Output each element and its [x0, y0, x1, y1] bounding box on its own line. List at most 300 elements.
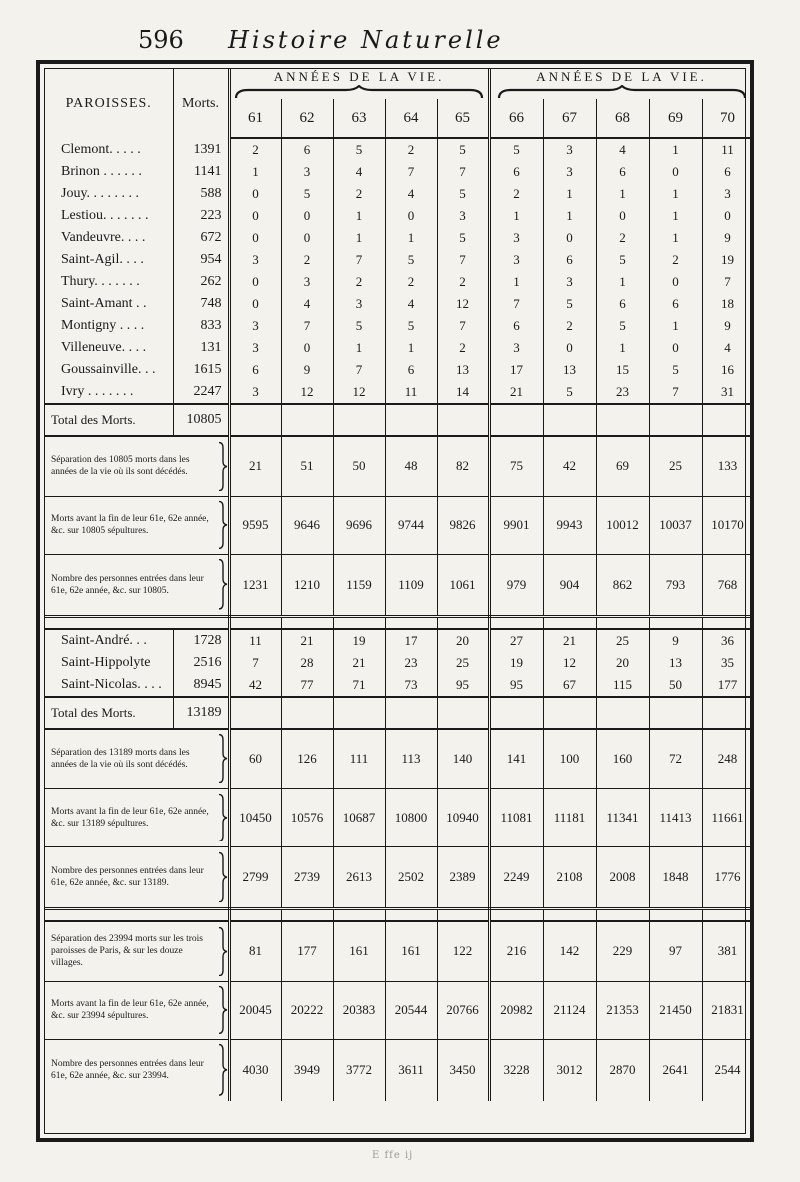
summary-label-cell	[45, 921, 229, 981]
summary-value: 9595	[229, 496, 281, 554]
year-count: 9	[281, 359, 333, 381]
year-count: 4	[333, 161, 385, 183]
summary-label-cell	[45, 554, 229, 616]
year-count: 14	[437, 381, 489, 404]
year-count: 3	[229, 337, 281, 359]
empty-cell	[385, 404, 437, 436]
empty-cell	[489, 404, 543, 436]
summary-value: 25	[649, 436, 702, 496]
year-count: 5	[281, 183, 333, 205]
year-count: 9	[649, 629, 702, 652]
header-annees-left	[229, 69, 489, 99]
year-count: 4	[596, 138, 649, 161]
year-count: 1	[649, 183, 702, 205]
divider-cell	[385, 909, 437, 922]
year-count: 5	[437, 183, 489, 205]
year-count: 2	[229, 138, 281, 161]
year-count: 5	[333, 138, 385, 161]
parish-deaths: 1141	[173, 161, 229, 183]
year-count: 3	[229, 315, 281, 337]
year-count: 0	[229, 293, 281, 315]
year-count: 7	[649, 381, 702, 404]
divider-cell	[649, 616, 702, 629]
year-count: 0	[543, 227, 596, 249]
year-header: 66	[489, 99, 543, 138]
summary-value: 3772	[333, 1039, 385, 1101]
year-count: 0	[229, 271, 281, 293]
summary-row-nombre	[45, 554, 753, 616]
year-count: 2	[489, 183, 543, 205]
year-count: 12	[437, 293, 489, 315]
year-count: 6	[702, 161, 753, 183]
year-count: 28	[281, 652, 333, 674]
year-count: 7	[437, 161, 489, 183]
summary-label-cell	[45, 436, 229, 496]
year-count: 3	[229, 249, 281, 271]
summary-label: Séparation des 10805 morts dans les années de la vie où ils sont décédés.	[51, 455, 190, 478]
summary-value: 381	[702, 921, 753, 981]
summary-value: 20045	[229, 981, 281, 1039]
year-count: 31	[702, 381, 753, 404]
year-header: 68	[596, 99, 649, 138]
summary-value: 10800	[385, 789, 437, 847]
summary-value: 2108	[543, 847, 596, 909]
parish-deaths: 262	[173, 271, 229, 293]
divider-cell	[281, 616, 333, 629]
parish-deaths: 2516	[173, 652, 229, 674]
year-count: 7	[702, 271, 753, 293]
summary-row-morts-avant	[45, 789, 753, 847]
year-count: 73	[385, 674, 437, 697]
parish-deaths: 833	[173, 315, 229, 337]
year-count: 1	[489, 271, 543, 293]
year-count: 5	[543, 381, 596, 404]
parish-row	[45, 629, 753, 652]
summary-label: Nombre des personnes entrées dans leur 61e, 62e année, &c. sur 13189.	[51, 866, 204, 888]
brace-icon	[218, 501, 228, 549]
year-count: 5	[385, 315, 437, 337]
summary-value: 2008	[596, 847, 649, 909]
year-count: 3	[543, 138, 596, 161]
summary-value: 11181	[543, 789, 596, 847]
library-stamp: E ffe ij	[372, 1150, 414, 1161]
year-count: 95	[437, 674, 489, 697]
summary-value: 1109	[385, 554, 437, 616]
summary-row-morts-avant	[45, 981, 753, 1039]
year-count: 77	[281, 674, 333, 697]
summary-label: Séparation des 13189 morts dans les années de la vie où ils sont décédés.	[51, 747, 190, 770]
divider-cell	[45, 616, 229, 629]
summary-row-nombre	[45, 847, 753, 909]
summary-value: 82	[437, 436, 489, 496]
summary-value: 2613	[333, 847, 385, 909]
summary-value: 60	[229, 729, 281, 789]
summary-value: 11661	[702, 789, 753, 847]
parish-deaths: 2247	[173, 381, 229, 404]
year-count: 2	[437, 337, 489, 359]
brace-icon	[218, 442, 228, 491]
summary-value: 3228	[489, 1039, 543, 1101]
parish-name: Saint-André. . .	[45, 629, 173, 652]
year-count: 42	[229, 674, 281, 697]
year-count: 1	[649, 315, 702, 337]
summary-value: 229	[596, 921, 649, 981]
summary-value: 69	[596, 436, 649, 496]
year-count: 21	[281, 629, 333, 652]
empty-cell	[229, 697, 281, 729]
year-count: 16	[702, 359, 753, 381]
summary-value: 2641	[649, 1039, 702, 1101]
parish-row	[45, 337, 753, 359]
year-count: 1	[385, 337, 437, 359]
brace-icon	[218, 559, 228, 609]
year-count: 3	[702, 183, 753, 205]
year-count: 4	[281, 293, 333, 315]
summary-value: 21450	[649, 981, 702, 1039]
summary-row-separation	[45, 921, 753, 981]
parish-name: Villeneuve. . . .	[45, 337, 173, 359]
summary-value: 10037	[649, 496, 702, 554]
year-count: 3	[543, 161, 596, 183]
year-count: 0	[229, 227, 281, 249]
summary-value: 1159	[333, 554, 385, 616]
summary-row-separation	[45, 436, 753, 496]
parish-name: Saint-Agil. . . .	[45, 249, 173, 271]
total-label: Total des Morts.	[45, 697, 173, 729]
summary-value: 113	[385, 729, 437, 789]
summary-value: 3611	[385, 1039, 437, 1101]
year-count: 7	[437, 315, 489, 337]
parish-deaths: 672	[173, 227, 229, 249]
year-header: 65	[437, 99, 489, 138]
parish-name: Vandeuvre. . . .	[45, 227, 173, 249]
summary-value: 1848	[649, 847, 702, 909]
brace-right-icon	[497, 85, 747, 99]
year-count: 7	[333, 249, 385, 271]
year-count: 1	[649, 227, 702, 249]
year-count: 2	[333, 183, 385, 205]
year-count: 0	[229, 183, 281, 205]
divider-cell	[229, 616, 281, 629]
running-title: Histoire Naturelle	[228, 26, 504, 54]
summary-label-cell	[45, 981, 229, 1039]
year-count: 3	[543, 271, 596, 293]
empty-cell	[333, 404, 385, 436]
summary-value: 1061	[437, 554, 489, 616]
empty-cell	[437, 404, 489, 436]
year-count: 1	[333, 205, 385, 227]
year-count: 1	[596, 271, 649, 293]
summary-value: 21124	[543, 981, 596, 1039]
summary-value: 20982	[489, 981, 543, 1039]
year-count: 6	[596, 293, 649, 315]
parish-deaths: 1728	[173, 629, 229, 652]
year-count: 3	[437, 205, 489, 227]
summary-value: 9646	[281, 496, 333, 554]
year-count: 19	[702, 249, 753, 271]
year-count: 6	[385, 359, 437, 381]
year-count: 95	[489, 674, 543, 697]
year-count: 11	[702, 138, 753, 161]
year-count: 4	[385, 183, 437, 205]
parish-row	[45, 293, 753, 315]
header-paroisses: PAROISSES.	[45, 69, 173, 138]
year-count: 0	[281, 337, 333, 359]
summary-label: Morts avant la fin de leur 61e, 62e année, &c. sur 10805 sépultures.	[51, 514, 209, 536]
year-count: 25	[437, 652, 489, 674]
year-count: 4	[385, 293, 437, 315]
year-count: 1	[333, 337, 385, 359]
parish-deaths: 954	[173, 249, 229, 271]
year-count: 1	[333, 227, 385, 249]
year-count: 3	[333, 293, 385, 315]
year-count: 6	[229, 359, 281, 381]
summary-value: 11341	[596, 789, 649, 847]
parish-name: Lestiou. . . . . . .	[45, 205, 173, 227]
summary-label-cell	[45, 847, 229, 909]
empty-cell	[437, 697, 489, 729]
summary-value: 2502	[385, 847, 437, 909]
year-count: 7	[385, 161, 437, 183]
summary-value: 21	[229, 436, 281, 496]
year-count: 0	[281, 227, 333, 249]
parish-row	[45, 674, 753, 697]
year-header: 62	[281, 99, 333, 138]
year-count: 2	[333, 271, 385, 293]
year-count: 17	[385, 629, 437, 652]
header-morts: Morts.	[173, 69, 229, 138]
summary-value: 2249	[489, 847, 543, 909]
divider-cell	[229, 909, 281, 922]
year-count: 1	[649, 138, 702, 161]
year-header: 61	[229, 99, 281, 138]
empty-cell	[385, 697, 437, 729]
summary-value: 51	[281, 436, 333, 496]
summary-value: 3450	[437, 1039, 489, 1101]
parish-deaths: 131	[173, 337, 229, 359]
year-header: 64	[385, 99, 437, 138]
year-count: 0	[385, 205, 437, 227]
brace-icon	[218, 852, 228, 902]
summary-value: 2739	[281, 847, 333, 909]
year-count: 11	[229, 629, 281, 652]
year-count: 7	[229, 652, 281, 674]
year-count: 2	[385, 138, 437, 161]
summary-label-cell	[45, 789, 229, 847]
summary-value: 979	[489, 554, 543, 616]
summary-value: 50	[333, 436, 385, 496]
brace-icon	[218, 794, 228, 842]
year-count: 13	[649, 652, 702, 674]
year-count: 2	[281, 249, 333, 271]
parish-name: Thury. . . . . . .	[45, 271, 173, 293]
empty-cell	[333, 697, 385, 729]
summary-value: 42	[543, 436, 596, 496]
year-count: 1	[489, 205, 543, 227]
year-count: 21	[489, 381, 543, 404]
year-count: 23	[596, 381, 649, 404]
divider-cell	[543, 616, 596, 629]
summary-value: 142	[543, 921, 596, 981]
year-header: 69	[649, 99, 702, 138]
brace-left-icon	[234, 85, 484, 99]
parish-row	[45, 205, 753, 227]
year-count: 115	[596, 674, 649, 697]
year-count: 3	[229, 381, 281, 404]
total-value: 13189	[173, 697, 229, 729]
year-count: 0	[596, 205, 649, 227]
year-count: 4	[702, 337, 753, 359]
year-count: 5	[489, 138, 543, 161]
year-count: 13	[437, 359, 489, 381]
summary-value: 81	[229, 921, 281, 981]
parish-name: Clemont. . . . .	[45, 138, 173, 161]
parish-row	[45, 315, 753, 337]
summary-label-cell	[45, 1039, 229, 1101]
summary-value: 9744	[385, 496, 437, 554]
empty-cell	[543, 697, 596, 729]
summary-label: Morts avant la fin de leur 61e, 62e année, &c. sur 23994 sépultures.	[51, 999, 209, 1021]
summary-value: 100	[543, 729, 596, 789]
year-count: 23	[385, 652, 437, 674]
year-count: 1	[543, 183, 596, 205]
year-count: 5	[596, 315, 649, 337]
year-count: 6	[489, 315, 543, 337]
summary-value: 3012	[543, 1039, 596, 1101]
parish-name: Saint-Hippolyte	[45, 652, 173, 674]
parish-deaths: 223	[173, 205, 229, 227]
year-count: 177	[702, 674, 753, 697]
summary-value: 21353	[596, 981, 649, 1039]
summary-value: 11081	[489, 789, 543, 847]
year-count: 2	[596, 227, 649, 249]
year-count: 6	[596, 161, 649, 183]
divider-cell	[649, 909, 702, 922]
summary-value: 9901	[489, 496, 543, 554]
year-count: 12	[543, 652, 596, 674]
divider-cell	[543, 909, 596, 922]
parish-deaths: 1391	[173, 138, 229, 161]
summary-row-morts-avant	[45, 496, 753, 554]
divider-cell	[333, 909, 385, 922]
year-count: 6	[281, 138, 333, 161]
year-header: 70	[702, 99, 753, 138]
year-count: 18	[702, 293, 753, 315]
summary-value: 1776	[702, 847, 753, 909]
parish-deaths: 588	[173, 183, 229, 205]
year-count: 12	[333, 381, 385, 404]
year-count: 6	[649, 293, 702, 315]
divider-cell	[281, 909, 333, 922]
total-row	[45, 697, 753, 729]
summary-label: Nombre des personnes entrées dans leur 61e, 62e année, &c. sur 10805.	[51, 573, 204, 596]
year-count: 21	[543, 629, 596, 652]
year-count: 7	[437, 249, 489, 271]
page-header	[0, 0, 800, 60]
summary-value: 904	[543, 554, 596, 616]
year-count: 6	[489, 161, 543, 183]
year-count: 13	[543, 359, 596, 381]
summary-value: 1231	[229, 554, 281, 616]
empty-cell	[543, 404, 596, 436]
brace-icon	[218, 734, 228, 783]
year-count: 1	[543, 205, 596, 227]
empty-cell	[702, 697, 753, 729]
summary-value: 161	[385, 921, 437, 981]
parish-row	[45, 249, 753, 271]
divider-cell	[596, 616, 649, 629]
parish-row	[45, 359, 753, 381]
summary-value: 862	[596, 554, 649, 616]
year-count: 9	[702, 227, 753, 249]
year-count: 3	[281, 161, 333, 183]
summary-value: 10012	[596, 496, 649, 554]
empty-cell	[649, 404, 702, 436]
year-count: 5	[333, 315, 385, 337]
parish-deaths: 748	[173, 293, 229, 315]
year-count: 0	[281, 205, 333, 227]
parish-name: Montigny . . . .	[45, 315, 173, 337]
empty-cell	[489, 697, 543, 729]
summary-value: 20383	[333, 981, 385, 1039]
summary-label: Morts avant la fin de leur 61e, 62e année, &c. sur 13189 sépultures.	[51, 806, 209, 829]
year-count: 12	[281, 381, 333, 404]
summary-value: 20766	[437, 981, 489, 1039]
divider-cell	[437, 616, 489, 629]
summary-row-separation	[45, 729, 753, 789]
summary-value: 133	[702, 436, 753, 496]
parish-row	[45, 227, 753, 249]
total-value: 10805	[173, 404, 229, 436]
year-count: 21	[333, 652, 385, 674]
summary-value: 9826	[437, 496, 489, 554]
year-count: 5	[437, 138, 489, 161]
section-divider	[45, 909, 753, 922]
divider-cell	[437, 909, 489, 922]
parish-row	[45, 183, 753, 205]
year-count: 27	[489, 629, 543, 652]
summary-value: 161	[333, 921, 385, 981]
summary-label: Nombre des personnes entrées dans leur 61e, 62e année, &c. sur 23994.	[51, 1059, 204, 1082]
year-count: 6	[543, 249, 596, 271]
year-count: 0	[649, 161, 702, 183]
year-count: 36	[702, 629, 753, 652]
parish-name: Goussainville. . .	[45, 359, 173, 381]
parish-name: Brinon . . . . . .	[45, 161, 173, 183]
year-count: 7	[489, 293, 543, 315]
summary-label: Séparation des 23994 morts sur les trois paroisses de Paris, & sur les douze villages.	[51, 934, 203, 969]
summary-value: 48	[385, 436, 437, 496]
brace-icon	[218, 1044, 228, 1096]
summary-value: 4030	[229, 1039, 281, 1101]
year-count: 7	[333, 359, 385, 381]
year-count: 20	[596, 652, 649, 674]
year-count: 2	[385, 271, 437, 293]
summary-row-nombre	[45, 1039, 753, 1101]
year-count: 0	[229, 205, 281, 227]
summary-value: 248	[702, 729, 753, 789]
header-annees-right	[489, 69, 753, 99]
summary-label-cell	[45, 729, 229, 789]
parish-deaths: 1615	[173, 359, 229, 381]
summary-value: 160	[596, 729, 649, 789]
summary-value: 216	[489, 921, 543, 981]
divider-cell	[489, 616, 543, 629]
summary-value: 1210	[281, 554, 333, 616]
parish-row	[45, 161, 753, 183]
parish-name: Saint-Nicolas. . . .	[45, 674, 173, 697]
year-count: 2	[649, 249, 702, 271]
